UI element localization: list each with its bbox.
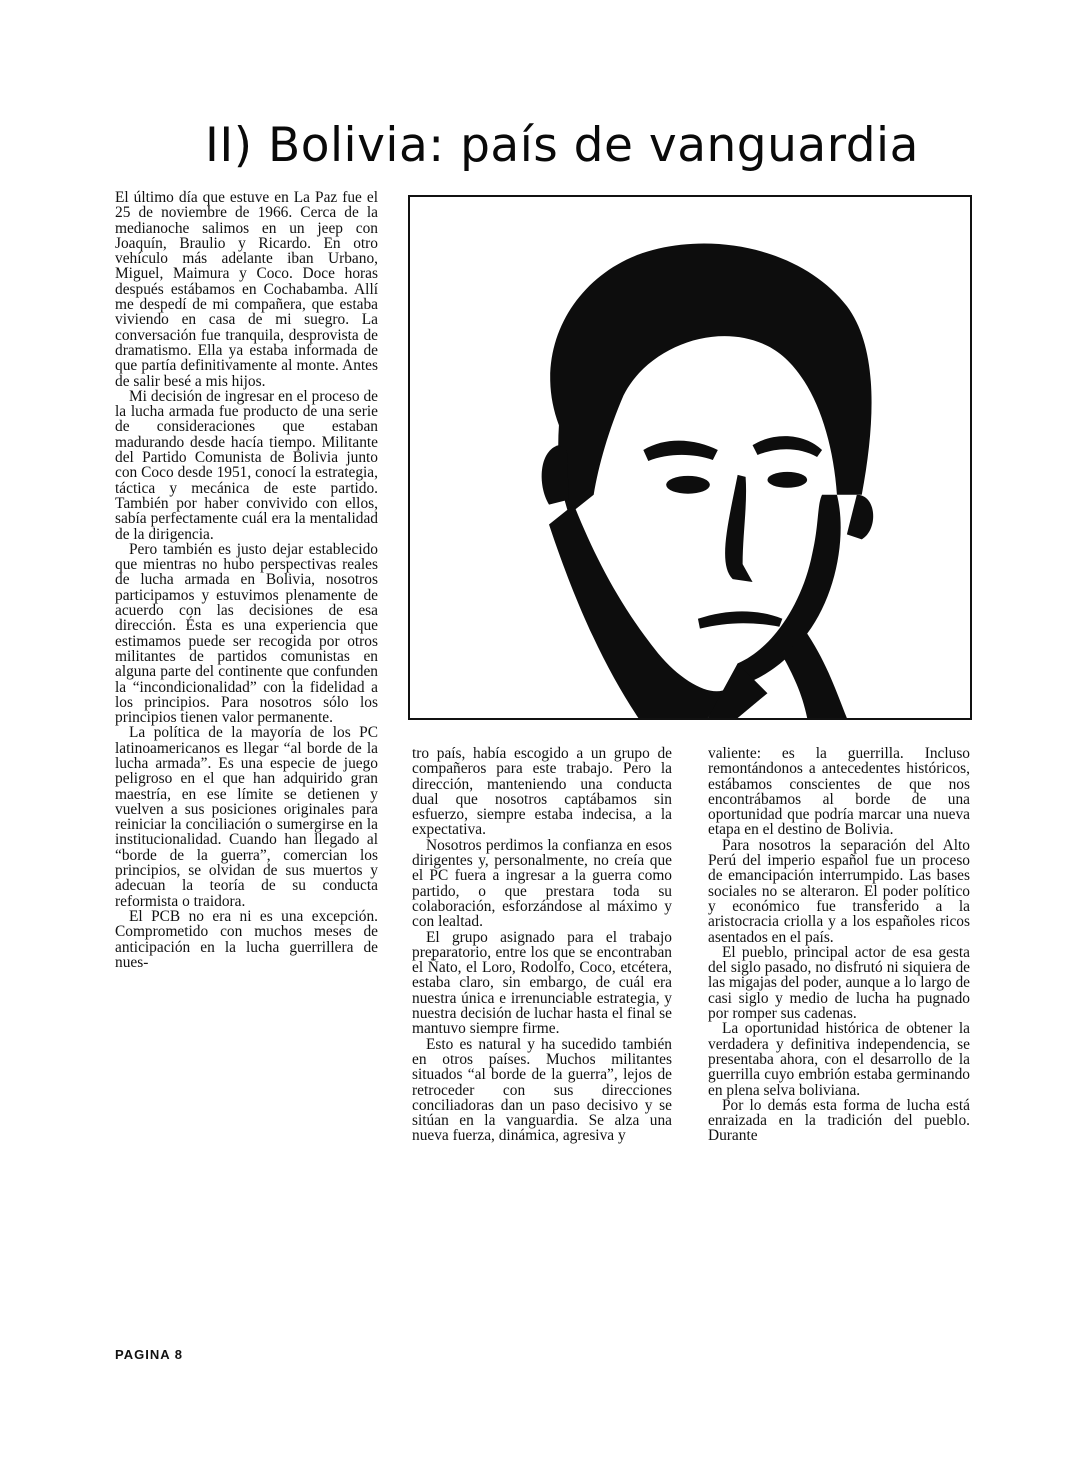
text-column-1 — [115, 190, 378, 970]
article-title: II) Bolivia: país de vanguardia — [205, 118, 919, 173]
paragraph: valiente: es la guerrilla. Incluso remontándonos a antecedentes históricos, estábamos conscientes de que nos encontrábamos al borde de una oportunidad que podría marcar una nueva etapa en el destino de Bolivia. — [708, 745, 970, 839]
paragraph: Por lo demás esta forma de lucha está enraizada en la tradición del pueblo. Durante — [708, 1096, 970, 1145]
paragraph: La oportunidad histórica de obtener la verdadera y definitiva independencia, se presentaba ahora, con el desarrollo de la guerrilla cuyo embrión estaba germinando en plena selva boliviana. — [708, 1020, 970, 1099]
portrait-drawing — [410, 197, 970, 718]
paragraph: La política de la mayoría de los PC latinoamericanos es llegar “al borde de la lucha armada”. Es una especie de juego peligroso en el que han adquirido gran maestría, en ese límite se detienen y vuelven a sus posiciones originales para reiniciar la conciliación o sumergirse en la institucionalidad. Cuando han llegado al “borde de la guerra”, comercian los principios, se olvidan de sus muertos y adecuan la teoría de su conducta reformista o traidora. — [115, 724, 378, 910]
paragraph: tro país, había escogido a un grupo de compañeros para este trabajo. Pero la dirección, manteniendo una conducta dual que nosotros captábamos sin esfuerzo, siempre estaba indecisa, a la expectativa. — [412, 745, 672, 839]
portrait-illustration — [408, 195, 972, 720]
paragraph: El pueblo, principal actor de esa gesta del siglo pasado, no disfrutó ni siquiera de las migajas del poder, aunque a lo largo de casi siglo y medio de lucha ha pugnado por romper sus cadenas. — [708, 943, 970, 1023]
paragraph: Mi decisión de ingresar en el proceso de la lucha armada fue producto de una serie de consideraciones que estaban madurando desde hacía tiempo. Militante del Partido Comunista de Bolivia junto con Coco desde 1951, conocí la estrategia, táctica y mecánica de este partido. También por haber convivido con ellos, sabía perfectamente cuál era la mentalidad de la dirigencia. — [115, 387, 378, 543]
text-column-2 — [412, 746, 672, 1144]
paragraph: El PCB no era ni es una excepción. Comprometido con muchos meses de anticipación en la lucha guerrillera de nues- — [115, 907, 378, 971]
paragraph: Para nosotros la separación del Alto Perú del imperio español fue un proceso de emancipación interrumpido. Las bases sociales no se alteraron. El poder político y económico fue transferido a la aristocracia criolla y a los españoles ricos asentados en el país. — [708, 836, 970, 946]
paragraph: Esto es natural y ha sucedido también en otros países. Muchos militantes situados “al borde de la guerra”, lejos de retroceder con sus direcciones conciliadoras dan un paso decisivo y se sitúan en la vanguardia. Se alza una nueva fuerza, dinámica, agresiva y — [412, 1035, 672, 1145]
text-column-3 — [708, 746, 970, 1144]
paragraph: Pero también es justo dejar establecido que mientras no hubo perspectivas reales de lucha armada en Bolivia, nosotros participamos y estuvimos plenamente de acuerdo con las decisiones de esa dirección. Ésta es una experiencia que estimamos puede ser recogida por otros militantes de partidos comunistas en alguna parte del continente que confunden la “incondicionalidad” con la fidelidad a los principios. Para nosotros sólo los principios tienen valor permanente. — [115, 540, 378, 727]
page-number: PAGINA 8 — [115, 1347, 183, 1362]
paragraph: El grupo asignado para el trabajo preparatorio, entre los que se encontraban el Ñato, el Loro, Rodolfo, Coco, etcétera, estaba claro, sin embargo, de cuál era nuestra única e irrenunciable estrategia, y nuestra decisión de luchar hasta el final se mantuvo siempre firme. — [412, 928, 672, 1038]
paragraph: Nosotros perdimos la confianza en esos dirigentes y, personalmente, no creía que el PC fuera a ingresar a la guerra como partido, o que prestara toda su colaboración, esforzándose al máximo y con lealtad. — [412, 836, 672, 931]
paragraph: El último día que estuve en La Paz fue el 25 de noviembre de 1966. Cerca de la medianoche salimos en un jeep con Joaquín, Braulio y Ricardo. En otro vehículo más adelante iban Urbano, Miguel, Maimura y Coco. Doce horas después estábamos en Cochabamba. Allí me despedí de mi compañera, que estaba viviendo en casa de mi suegro. La conversación fue tranquila, desprovista de dramatismo. Ella ya estaba informada de que partía definitivamente al monte. Antes de salir besé a mis hijos. — [115, 189, 378, 390]
